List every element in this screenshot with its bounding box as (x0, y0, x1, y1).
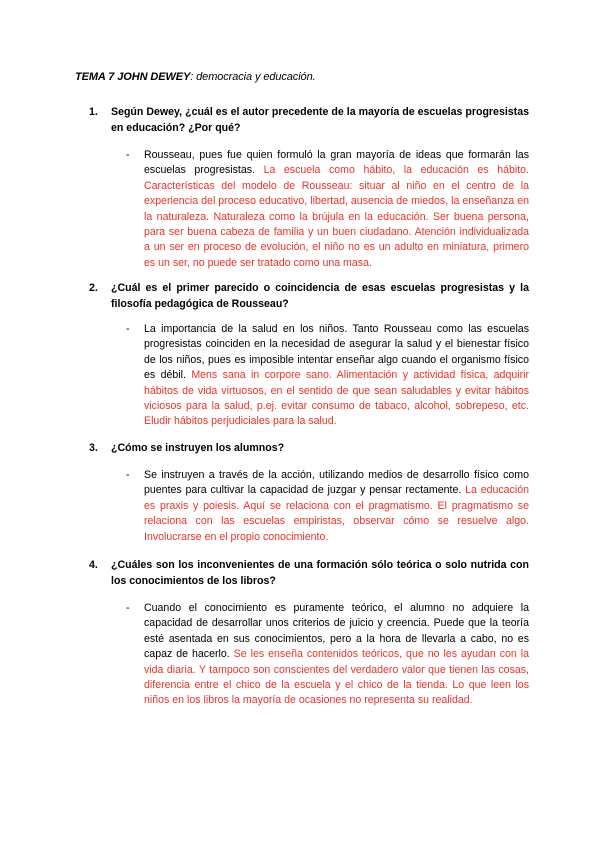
bullet-dash: - (126, 149, 130, 161)
question-number: 3. (89, 442, 98, 454)
answer-main: Cuando el conocimiento es puramente teórico, el alumno no adquiere la capacidad de desarrollar unos criterios de juicio y creencia. Puede que la teoría esté asentada en sus conocimientos, pero a la hora de llevarla a cabo, no es capaz de hacerlo. (144, 602, 529, 661)
bullet-dash: - (126, 469, 130, 481)
question-4 (89, 557, 529, 589)
answer-main: Rousseau, pues fue quien formuló la gran mayoría de ideas que formarán las escuelas progresistas. (144, 149, 529, 177)
answer-1 (126, 148, 529, 271)
title-subtitle: : democracia y educación. (190, 71, 316, 83)
question-2 (89, 280, 529, 312)
question-1 (89, 104, 529, 136)
question-3 (89, 440, 529, 456)
answer-text (144, 601, 529, 709)
document-title (75, 71, 316, 83)
question-number: 1. (89, 106, 98, 118)
question-text: ¿Cuál es el primer parecido o coincidencia de esas escuelas progresistas y la filosofía pedagógica de Rousseau? (111, 282, 529, 310)
bullet-dash: - (126, 602, 130, 614)
title-topic: TEMA 7 JOHN DEWEY (75, 71, 191, 83)
answer-main: La importancia de la salud en los niños. Tanto Rousseau como las escuelas progresistas coinciden en la necesidad de asegurar la salud y el bienestar físico de los niños, pues es imposible intentar enseñar algo cuando el organismo físico es débil. (144, 323, 529, 382)
answer-2 (126, 322, 529, 430)
answer-main: Se instruyen a través de la acción, utilizando medios de desarrollo físico como puentes para cultivar la capacidad de juzgar y pensar rectamente. (144, 469, 529, 497)
question-number: 4. (89, 559, 98, 571)
answer-annotation: Mens sana in corpore sano. Alimentación y actividad física, adquirir hábitos de vida virtuosos, en el sentido de que sean saludables y evitar hábitos viciosos para la salud, p.ej. evitar consumo de tabaco, alcohol, sobrepeso, etc. Eludir hábitos perjudiciales para la salud. (144, 369, 529, 428)
question-text: ¿Cuáles son los inconvenientes de una formación sólo teórica o solo nutrida con los conocimientos de los libros? (111, 559, 529, 587)
bullet-dash: - (126, 323, 130, 335)
answer-4 (126, 601, 529, 709)
question-number: 2. (89, 282, 98, 294)
answer-annotation: La educación es praxis y poiesis. Aquí se relaciona con el pragmatismo. El pragmatismo se relaciona con las escuelas empiristas, observar cómo se resuelve algo. Involucrarse en el propio conocimiento. (144, 484, 529, 543)
answer-text (144, 148, 529, 271)
answer-annotation: La escuela como hábito, la educación es hábito. Características del modelo de Rousseau: situar al niño en el centro de la experiencia del proceso educativo, libertad, ausencia de miedos, la enseñanza en la naturaleza. Naturaleza como la brújula en la educación. Ser buena persona, para ser buena cabeza de familia y un buen ciudadano. Atención individualizada a un ser en proceso de evolución, el niño no es un adulto en miniatura, primero es un ser, no puede ser tratado como una masa. (144, 164, 529, 269)
answer-text (144, 322, 529, 430)
answer-annotation: Se les enseña contenidos teóricos, que no les ayudan con la vida diaria. Y tampoco son conscientes del verdadero valor que tienen las cosas, diferencia entre el chico de la escuela y el chico de la tienda. Lo que leen los niños en los libros la mayoría de ocasiones no representa su realidad. (144, 648, 529, 707)
question-text: Según Dewey, ¿cuál es el autor precedente de la mayoría de escuelas progresistas en educación? ¿Por qué? (111, 106, 529, 134)
answer-3 (126, 468, 529, 545)
question-text: ¿Cómo se instruyen los alumnos? (111, 442, 285, 454)
answer-text (144, 468, 529, 545)
